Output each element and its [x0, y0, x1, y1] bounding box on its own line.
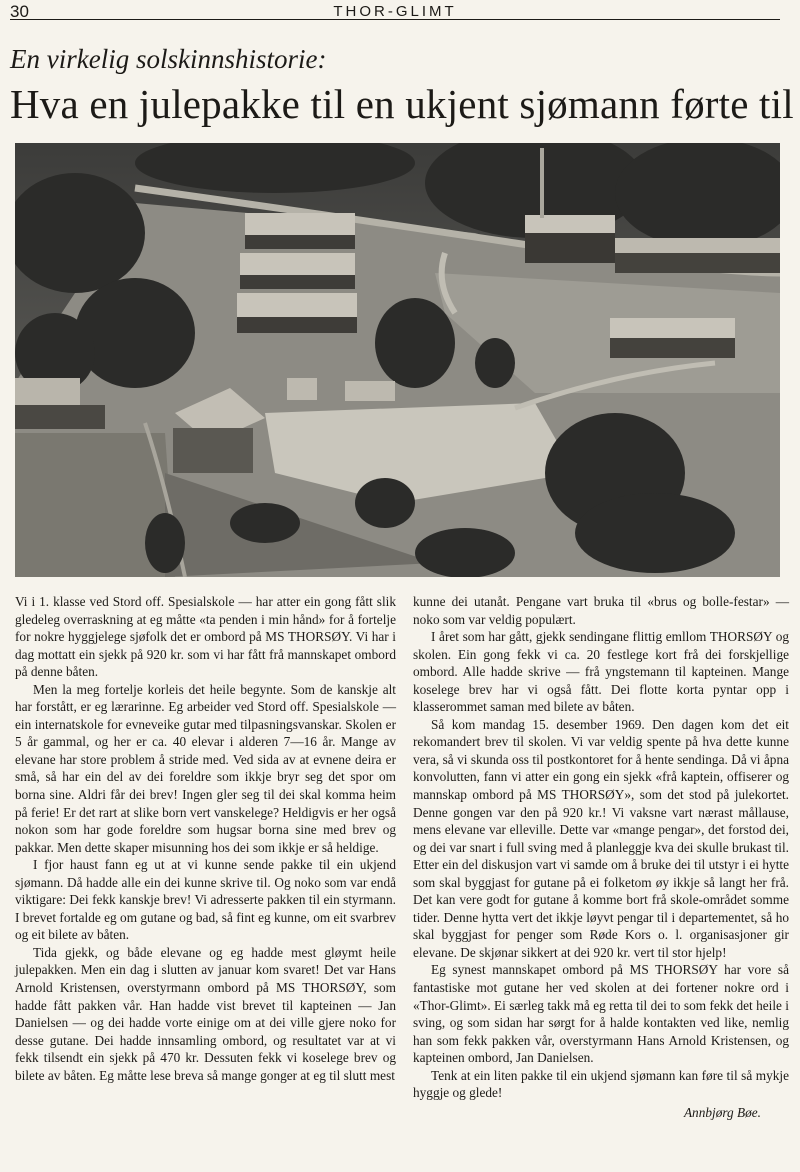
paragraph: Så kom mandag 15. desember 1969. Den dagen kom det eit rekomandert brev til skolen. Vi var veldig spente på hva dette kunne vera, så vi skunda oss til postkontoret for å hente sendinga. Då vi åpna konvolutten, fann vi atter ein gong ein sjekk «frå kaptein, offiserer og mannskap ombord på MS THORSØY», som det stod på julekortet. Denne gongen var den på 920 kr.! Vi vaksne vart nærast mållause, mens elevane var elleville. Dette var «mange pengar», det forstod dei, og dei var snart i full sving med å planleggje kva dei skulle brukast til. Etter ein del diskusjon vart vi samde om å bruke dei til utstyr i ei hytte som skal byggjast for gutane på ei folketom øy ikkje så langt her frå. Det kan vere godt for gutane å komme bort frå skole-området somme tider. Denne hytta vert det ikkje løyvt pengar til i departementet, så ho skal byggjast for penger som Røde Kors o. l. organisasjoner gir elevane. De skjønar sikkert at dei 920 kr. vert til stor hjelp! — [413, 716, 789, 960]
article-headline: Hva en julepakke til en ukjent sjømann førte til — [10, 81, 794, 127]
paragraph: Vi i 1. klasse ved Stord off. Spesialskole — har atter ein gong fått slik gledeleg overraskning at eg måtte «ta penden i min hånd» for å fortelje for nokre hyggjelege sjøfolk det er ombord på MS THORSØY. Vi har i dag mottatt ein sjekk på 920 kr. som vi har fått frå mannskapet ombord på denne båten. — [15, 594, 396, 680]
paragraph: Men la meg fortelje korleis det heile begynte. Som de kanskje alt har forstått, er eg lærarinne. Eg arbeider ved Stord off. Spesialskole — ein internatskole for evneveike gutar med tilpasningsvanskar. Skolen er 5 år gammal, og her er ca. 40 elevar i alderen 7—16 år. Mange av elevane har store problem å stride med. Ved sida av at evnene deira er små, så har ein del av dei foreldre som ikkje bryr seg det spor om borna sine. Aldri får dei brev! Ingen gler seg til dei skal komma heim på ferie! Er det rart at slike born vert vanskelege? Heldigvis er her også nokon som har gode foreldre som hugsar borna sine med brev og pakkar. Men dette skaper misunning hos dei som ikkje er så heldige. — [15, 681, 396, 855]
article-kicker: En virkelig solskinnshistorie: — [10, 44, 327, 74]
author-signature: Annbjørg Bøe. — [683, 1104, 761, 1120]
aerial-photo-school — [15, 143, 780, 577]
article-body-right-column — [413, 593, 789, 1121]
page-number: 30 — [10, 2, 29, 21]
magazine-title: THOR-GLIMT — [333, 3, 457, 20]
paragraph: Eg synest mannskapet ombord på MS THORSØY har vore så fantastiske mot gutane her ved skolen at dei fortener nokre ord i «Thor-Glimt». Ei særleg takk må eg retta til dei to som fekk det heile i sving, og som sidan har sørgt for å halde kontakten ved like, nemlig han som fekk pakken vår, overstyrmann Hans Arnold Kristensen, og kapteinen ombord, Jan Danielsen. — [413, 962, 789, 1066]
paragraph: kunne dei utanåt. Pengane vart bruka til «brus og bolle-festar» — noko som var veldig populært. — [413, 594, 789, 627]
paragraph: I fjor haust fann eg ut at vi kunne sende pakke til ein ukjend sjømann. Då hadde alle ein dei kunne skrive til. Og noko som var endå viktigare: Dei fekk kanskje brev! Vi adresserte pakken til ein styrmann. I brevet fortalde eg om gutane og bad, så fint eg kunne, om eit svarbrev og eit bilete av båten. — [15, 857, 396, 943]
paragraph: I året som har gått, gjekk sendingane flittig emllom THORSØY og skolen. Ein gong fekk vi ca. 20 festlege kort frå dei forskjellige ombord. Alle hadde skrive — frå yngstemann til kapteinen. Mange koselege brev har vi også fått. Dei flotte korta pyntar opp i klasserommet saman med bilete av båten. — [413, 629, 789, 715]
page-header — [10, 2, 780, 22]
article-body-left-column — [15, 593, 396, 1084]
paragraph: Tida gjekk, og både elevane og eg hadde mest gløymt heile julepakken. Men ein dag i slutten av januar kom svaret! Det var Hans Arnold Kristensen, overstyrmann ombord på MS THORSØY, som hadde fått pakken vår. Han hadde vist brevet til kapteinen — Jan Danielsen — og dei hadde vorte einige om at dei ville gjere noko for desse gutane. Dei hadde innsamling ombord, og resultatet var at vi fekk tilsendt ein sjekk på 470 kr. Dessuten fekk vi koselege brev og bilete av båten. Eg måtte lese breva så mange gonger at eg til slutt mest — [15, 944, 396, 1083]
paragraph: Tenk at ein liten pakke til ein ukjend sjømann kan føre til så mykje hyggje og glede! — [413, 1067, 789, 1101]
header-rule — [10, 19, 780, 20]
